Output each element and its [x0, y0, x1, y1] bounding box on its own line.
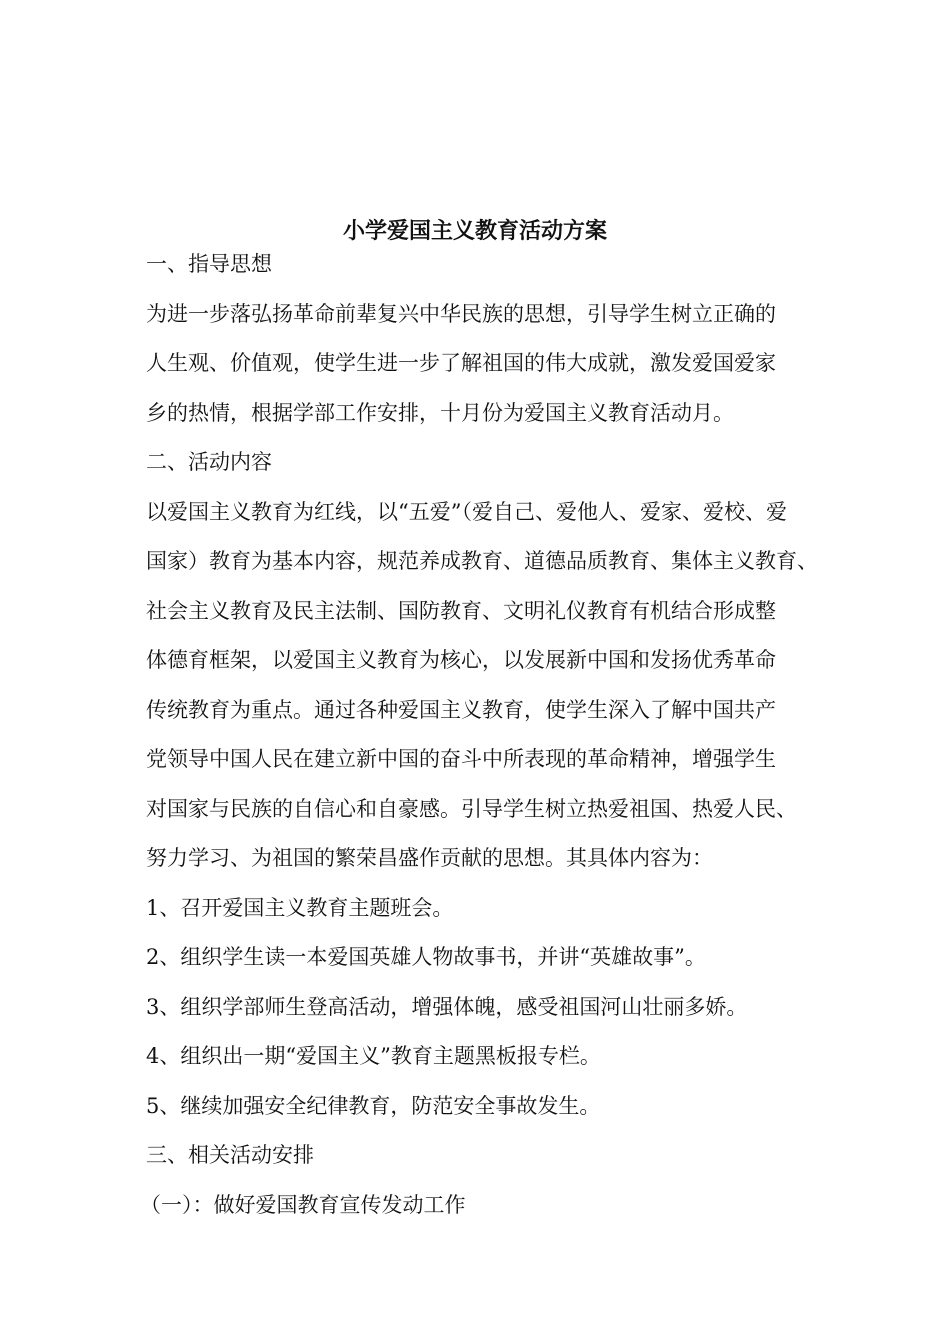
paragraph-line: 努力学习、为祖国的繁荣昌盛作贡献的思想。其具体内容为：: [146, 846, 713, 870]
paragraph-line: 为进一步落弘扬革命前辈复兴中华民族的思想，引导学生树立正确的: [146, 301, 776, 326]
paragraph-line: 社会主义教育及民主法制、国防教育、文明礼仪教育有机结合形成整: [146, 598, 776, 623]
paragraph-line: 传统教育为重点。通过各种爱国主义教育，使学生深入了解中国共产: [146, 697, 776, 722]
subsection-heading: （一）：做好爱国教育宣传发动工作: [140, 1192, 466, 1217]
list-item: 5、继续加强安全纪律教育，防范安全事故发生。: [146, 1093, 601, 1118]
paragraph-line: 乡的热情，根据学部工作安排，十月份为爱国主义教育活动月。: [146, 400, 734, 425]
list-item: 2、组织学生读一本爱国英雄人物故事书，并讲“英雄故事”。: [146, 945, 706, 969]
list-item: 3、组织学部师生登高活动，增强体魄，感受祖国河山壮丽多娇。: [146, 994, 748, 1019]
section-heading-guiding-ideology: 一、指导思想: [146, 252, 272, 276]
paragraph-line: 党领导中国人民在建立新中国的奋斗中所表现的革命精神，增强学生: [146, 747, 776, 771]
section-heading-related-arrangements: 三、相关活动安排: [146, 1143, 314, 1167]
list-item: 1、召开爱国主义教育主题班会。: [146, 895, 454, 920]
document-body: [140, 240, 836, 1230]
paragraph-line: 人生观、价值观，使学生进一步了解祖国的伟大成就，激发爱国爱家: [146, 351, 776, 375]
paragraph-line: 体德育框架，以爱国主义教育为核心，以发展新中国和发扬优秀革命: [146, 648, 776, 672]
document-title: 小学爱国主义教育活动方案: [342, 218, 607, 244]
section-heading-activity-content: 二、活动内容: [146, 450, 272, 474]
paragraph-line: 对国家与民族的自信心和自豪感。引导学生树立热爱祖国、热爱人民、: [146, 796, 797, 821]
list-item: 4、组织出一期“爱国主义”教育主题黑板报专栏。: [146, 1044, 601, 1068]
paragraph-line: 以爱国主义教育为红线，以“五爱”（爱自己、爱他人、爱家、爱校、爱: [146, 499, 787, 524]
paragraph-line: 国家）教育为基本内容，规范养成教育、道德品质教育、集体主义教育、: [146, 549, 818, 573]
